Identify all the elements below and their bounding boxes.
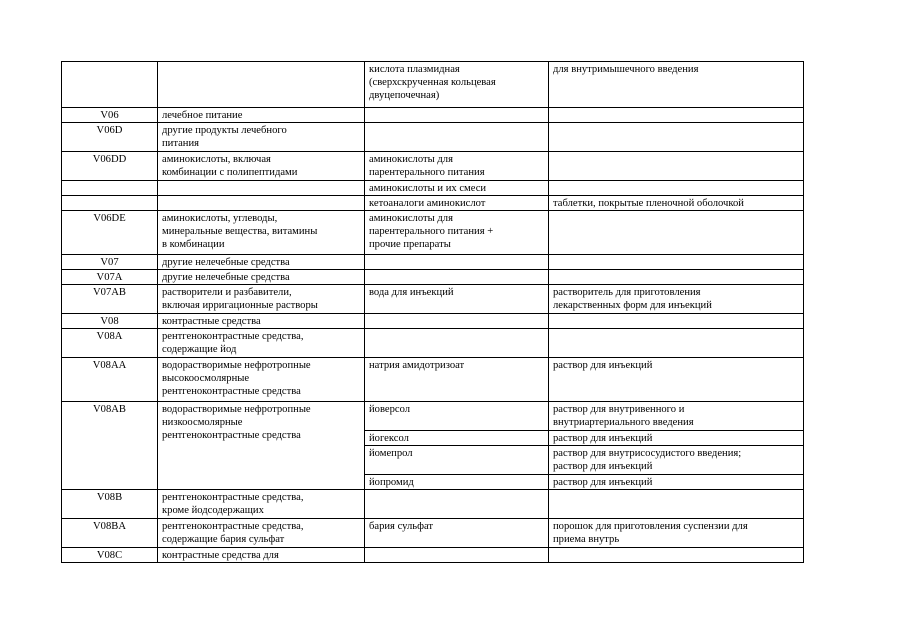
drug-name-cell (365, 123, 549, 152)
group-name-cell: контрастные средства (158, 314, 365, 329)
drug-name-cell (365, 270, 549, 285)
dosage-form-cell: таблетки, покрытые пленочной оболочкой (549, 196, 804, 211)
dosage-form-cell (549, 490, 804, 519)
drug-name-cell (365, 548, 549, 563)
atc-code-cell: V06D (62, 123, 158, 152)
group-name-cell: другие нелечебные средства (158, 255, 365, 270)
atc-code-cell: V08AA (62, 358, 158, 402)
group-name-cell: другие нелечебные средства (158, 270, 365, 285)
table-row (62, 108, 804, 123)
atc-code-cell: V07 (62, 255, 158, 270)
dosage-form-cell (549, 548, 804, 563)
drug-name-cell: вода для инъекций (365, 285, 549, 314)
drug-name-cell: йоверсол (365, 402, 549, 431)
dosage-form-cell (549, 255, 804, 270)
atc-code-cell: V07AB (62, 285, 158, 314)
atc-code-cell: V06DD (62, 152, 158, 181)
drug-name-cell: натрия амидотризоат (365, 358, 549, 402)
drug-classification-table (61, 61, 804, 563)
group-name-cell: рентгеноконтрастные средства, содержащие йод (158, 329, 365, 358)
atc-code-cell: V08 (62, 314, 158, 329)
group-name-cell: рентгеноконтрастные средства, содержащие бария сульфат (158, 519, 365, 548)
atc-code-cell: V08AB (62, 402, 158, 490)
table-row (62, 181, 804, 196)
drug-name-cell: йопромид (365, 475, 549, 490)
table-row (62, 270, 804, 285)
drug-name-cell: аминокислоты и их смеси (365, 181, 549, 196)
dosage-form-cell (549, 181, 804, 196)
atc-code-cell: V08C (62, 548, 158, 563)
table-row (62, 329, 804, 358)
drug-name-cell (365, 314, 549, 329)
dosage-form-cell (549, 123, 804, 152)
atc-code-cell: V08BA (62, 519, 158, 548)
table-row (62, 314, 804, 329)
drug-name-cell: аминокислоты для парентерального питания (365, 152, 549, 181)
atc-code-cell: V06DE (62, 211, 158, 255)
table-row (62, 255, 804, 270)
atc-code-cell (62, 62, 158, 108)
table-row (62, 62, 804, 108)
dosage-form-cell (549, 108, 804, 123)
table-row (62, 123, 804, 152)
table-row (62, 211, 804, 255)
drug-name-cell: бария сульфат (365, 519, 549, 548)
drug-name-cell: аминокислоты для парентерального питания + прочие препараты (365, 211, 549, 255)
dosage-form-cell: растворитель для приготовления лекарственных форм для инъекций (549, 285, 804, 314)
group-name-cell: аминокислоты, включая комбинации с полипептидами (158, 152, 365, 181)
group-name-cell: лечебное питание (158, 108, 365, 123)
dosage-form-cell: раствор для инъекций (549, 431, 804, 446)
atc-code-cell: V07A (62, 270, 158, 285)
dosage-form-cell: для внутримышечного введения (549, 62, 804, 108)
group-name-cell: водорастворимые нефротропные высокоосмолярные рентгеноконтрастные средства (158, 358, 365, 402)
group-name-cell: водорастворимые нефротропные низкоосмолярные рентгеноконтрастные средства (158, 402, 365, 490)
dosage-form-cell: порошок для приготовления суспензии для приема внутрь (549, 519, 804, 548)
dosage-form-cell (549, 314, 804, 329)
dosage-form-cell: раствор для инъекций (549, 475, 804, 490)
drug-name-cell: кислота плазмидная (сверхскрученная кольцевая двуцепочечная) (365, 62, 549, 108)
table-row (62, 285, 804, 314)
drug-name-cell: йогексол (365, 431, 549, 446)
drug-name-cell (365, 255, 549, 270)
table-row (62, 548, 804, 563)
dosage-form-cell: раствор для внутрисосудистого введения; раствор для инъекций (549, 446, 804, 475)
dosage-form-cell (549, 152, 804, 181)
dosage-form-cell (549, 270, 804, 285)
group-name-cell: аминокислоты, углеводы, минеральные вещества, витамины в комбинации (158, 211, 365, 255)
table-row (62, 519, 804, 548)
dosage-form-cell: раствор для внутривенного и внутриартериального введения (549, 402, 804, 431)
group-name-cell (158, 62, 365, 108)
table-row (62, 402, 804, 431)
group-name-cell (158, 181, 365, 196)
group-name-cell: контрастные средства для (158, 548, 365, 563)
atc-code-cell: V06 (62, 108, 158, 123)
table-row (62, 490, 804, 519)
group-name-cell (158, 196, 365, 211)
group-name-cell: растворители и разбавители, включая ирригационные растворы (158, 285, 365, 314)
atc-code-cell (62, 181, 158, 196)
dosage-form-cell (549, 329, 804, 358)
group-name-cell: другие продукты лечебного питания (158, 123, 365, 152)
drug-name-cell: йомепрол (365, 446, 549, 475)
drug-name-cell: кетоаналоги аминокислот (365, 196, 549, 211)
drug-name-cell (365, 329, 549, 358)
drug-name-cell (365, 490, 549, 519)
table-row (62, 152, 804, 181)
atc-code-cell: V08A (62, 329, 158, 358)
atc-code-cell (62, 196, 158, 211)
dosage-form-cell (549, 211, 804, 255)
atc-code-cell: V08B (62, 490, 158, 519)
dosage-form-cell: раствор для инъекций (549, 358, 804, 402)
table-row (62, 196, 804, 211)
table-row (62, 358, 804, 402)
group-name-cell: рентгеноконтрастные средства, кроме йодсодержащих (158, 490, 365, 519)
drug-name-cell (365, 108, 549, 123)
